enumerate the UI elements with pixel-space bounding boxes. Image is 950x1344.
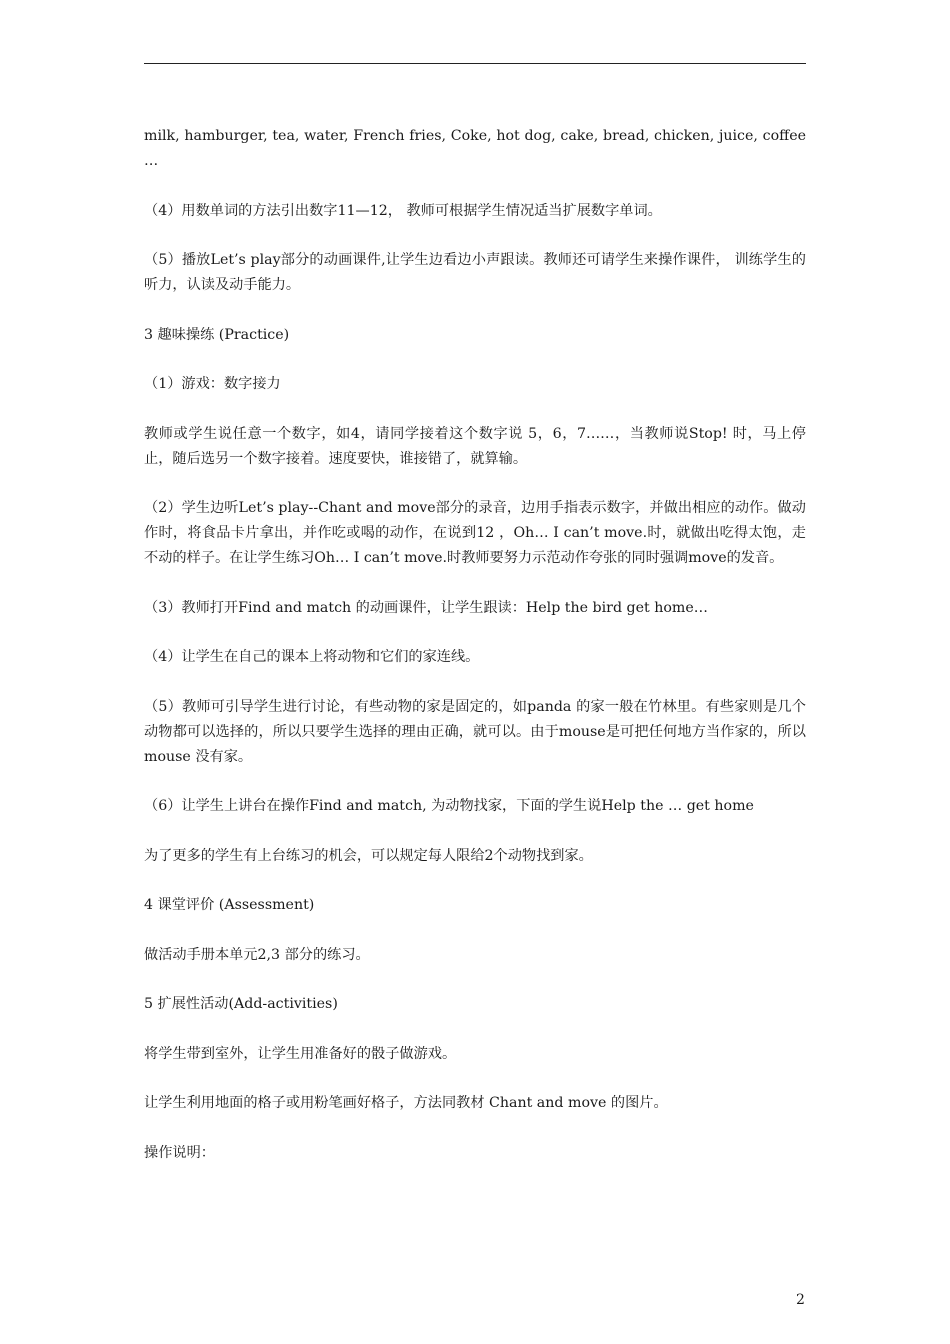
- paragraph-chant-and-move: （2）学生边听Let’s play--Chant and move部分的录音，边用手指表示数字，并做出相应的动作。做动作时，将食品卡片拿出，并作吃或喝的动作，在说到12 ，Oh… I can’t move.时，就做出吃得太饱，走不动的样子。在让学生练习Oh… I can’t move.时教师要努力示范动作夸张的同时强调move的发音。: [144, 500, 806, 566]
- paragraph-game-rules: 教师或学生说任意一个数字，如4，请同学接着这个数字说 5，6，7……，当教师说Stop! 时，马上停止，随后选另一个数字接着。速度要快，谁接错了，就算输。: [144, 425, 806, 467]
- paragraph-step-4-numbers: （4）用数单词的方法引出数字11—12， 教师可根据学生情况适当扩展数字单词。: [144, 202, 662, 219]
- paragraph-discussion: （5）教师可引导学生进行讨论，有些动物的家是固定的，如panda 的家一般在竹林里。有些家则是几个动物都可以选择的，所以只要学生选择的理由正确，就可以。由于mouse是可把任何地方当作家的，所以mouse 没有家。: [144, 698, 806, 765]
- paragraph-step-5-lets-play: （5）播放Let’s play部分的动画课件,让学生边看边小声跟读。教师还可请学生来操作课件， 训练学生的听力，认读及动手能力。: [144, 252, 806, 293]
- header-rule: [144, 63, 806, 64]
- paragraph-podium-practice: （6）让学生上讲台在操作Find and match, 为动物找家，下面的学生说Help the … get home: [144, 798, 754, 814]
- section-heading-assessment: 4 课堂评价 (Assessment): [144, 897, 315, 913]
- paragraph-workbook: 做活动手册本单元2,3 部分的练习。: [144, 946, 370, 963]
- paragraph-game-title: （1）游戏：数字接力: [144, 376, 281, 392]
- paragraph-connect-animals: （4）让学生在自己的课本上将动物和它们的家连线。: [144, 649, 480, 665]
- paragraph-limit-note: 为了更多的学生有上台练习的机会，可以规定每人限给2个动物找到家。: [144, 847, 593, 864]
- page-number: 2: [796, 1292, 805, 1308]
- paragraph-instructions-label: 操作说明：: [144, 1144, 215, 1161]
- paragraph-outdoor-dice: 将学生带到室外，让学生用准备好的骰子做游戏。: [144, 1045, 457, 1062]
- paragraph-ground-grid: 让学生利用地面的格子或用粉笔画好格子，方法同教材 Chant and move 的图片。: [144, 1095, 668, 1111]
- paragraph-food-words: milk, hamburger, tea, water, French fries, Coke, hot dog, cake, bread, chicken, juice, coffee …: [144, 128, 806, 169]
- section-heading-add-activities: 5 扩展性活动(Add-activities): [144, 996, 338, 1012]
- document-body: [144, 124, 806, 1190]
- section-heading-practice: 3 趣味操练 (Practice): [144, 326, 290, 343]
- paragraph-find-and-match: （3）教师打开Find and match 的动画课件，让学生跟读：Help the bird get home…: [144, 599, 708, 616]
